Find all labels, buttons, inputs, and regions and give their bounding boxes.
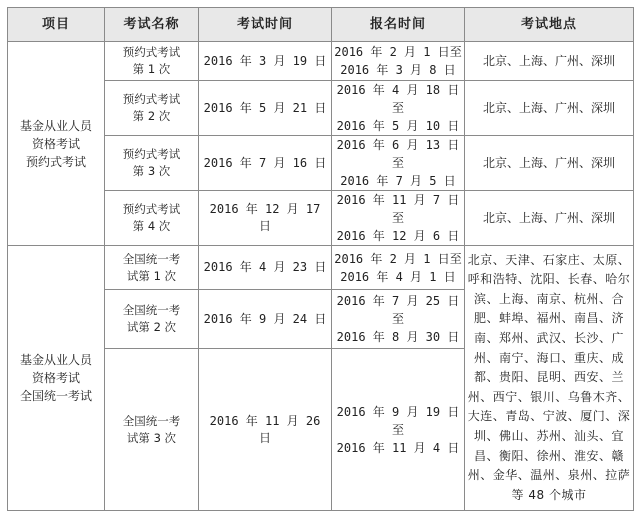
exam-name-cell [105, 349, 199, 511]
table-row [8, 42, 634, 81]
table-row [8, 246, 634, 290]
exam-name-line: 预约式考试 [122, 147, 181, 161]
exam-time-cell: 2016 年 7 月 16 日 [199, 136, 332, 191]
registration-time-cell [332, 290, 465, 349]
exam-name-cell [105, 191, 199, 246]
registration-time-cell [332, 136, 465, 191]
exam-name-line: 试第 3 次 [126, 430, 177, 445]
reg-time-line: 2016 年 12 月 6 日 [336, 229, 460, 243]
exam-location-cell: 北京、上海、广州、深圳 [465, 136, 634, 191]
exam-name-line: 试第 2 次 [126, 320, 177, 334]
registration-time-cell [332, 81, 465, 136]
reg-time-line: 2016 年 8 月 30 日 [336, 330, 460, 344]
registration-time-cell [332, 191, 465, 246]
project-line: 预约式考试 [25, 154, 86, 169]
reg-time-line: 2016 年 7 月 5 日 [340, 174, 456, 188]
exam-time-cell: 2016 年 12 月 17 日 [199, 191, 332, 246]
exam-time-cell: 2016 年 4 月 23 日 [199, 246, 332, 290]
project-line: 全国统一考试 [19, 389, 92, 403]
exam-name-line: 试第 1 次 [126, 268, 177, 283]
exam-name-line: 预约式考试 [122, 202, 181, 216]
project-line: 资格考试 [31, 136, 80, 151]
project-cell-national [8, 246, 105, 511]
header-row [8, 8, 634, 42]
registration-time-cell [332, 349, 465, 511]
exam-time-cell: 2016 年 11 月 26 日 [199, 349, 332, 511]
project-line: 资格考试 [31, 371, 80, 385]
reg-time-line: 2016 年 4 月 1 日 [340, 269, 456, 284]
project-line: 基金从业人员 [19, 118, 92, 133]
exam-name-line: 第 3 次 [132, 164, 171, 178]
exam-name-cell [105, 42, 199, 81]
header-exam-location: 考试地点 [465, 8, 634, 42]
exam-name-line: 全国统一考 [122, 251, 181, 266]
exam-location-cities-cell: 北京、天津、石家庄、太原、呼和浩特、沈阳、长春、哈尔滨、上海、南京、杭州、合肥、蚌埠、福州、南昌、济南、郑州、武汉、长沙、广州、南宁、海口、重庆、成都、贵阳、昆明、西安、兰州、西宁、银川、乌鲁木齐、大连、青岛、宁波、厦门、深圳、佛山、苏州、汕头、宜昌、衡阳、徐州、淮安、赣州、金华、温州、泉州、拉萨等 48 个城市 [465, 246, 634, 511]
exam-name-line: 第 1 次 [132, 62, 171, 76]
exam-location-cell: 北京、上海、广州、深圳 [465, 42, 634, 81]
exam-name-cell [105, 290, 199, 349]
exam-location-cell: 北京、上海、广州、深圳 [465, 191, 634, 246]
exam-time-cell: 2016 年 3 月 19 日 [199, 42, 332, 81]
reg-time-line: 2016 年 9 月 19 日至 [336, 404, 460, 437]
reg-time-line: 2016 年 3 月 8 日 [340, 63, 456, 77]
exam-name-cell [105, 81, 199, 136]
exam-name-cell [105, 246, 199, 290]
header-project: 项目 [8, 8, 105, 42]
reg-time-line: 2016 年 11 月 4 日 [336, 440, 460, 455]
exam-name-line: 全国统一考 [122, 303, 181, 317]
reg-time-line: 2016 年 5 月 10 日 [336, 119, 460, 133]
exam-name-line: 全国统一考 [122, 413, 181, 428]
project-cell-appointment [8, 42, 105, 246]
exam-name-cell [105, 136, 199, 191]
header-exam-time: 考试时间 [199, 8, 332, 42]
exam-name-line: 第 2 次 [132, 109, 171, 123]
reg-time-line: 2016 年 2 月 1 日至 [334, 45, 462, 59]
exam-time-cell: 2016 年 9 月 24 日 [199, 290, 332, 349]
reg-time-line: 2016 年 4 月 18 日至 [336, 83, 460, 115]
registration-time-cell [332, 246, 465, 290]
reg-time-line: 2016 年 6 月 13 日至 [336, 138, 460, 170]
header-registration-time: 报名时间 [332, 8, 465, 42]
exam-time-cell: 2016 年 5 月 21 日 [199, 81, 332, 136]
exam-location-cell: 北京、上海、广州、深圳 [465, 81, 634, 136]
project-line: 基金从业人员 [19, 353, 92, 367]
reg-time-line: 2016 年 2 月 1 日至 [334, 251, 462, 266]
exam-schedule-table [7, 7, 634, 511]
header-exam-name: 考试名称 [105, 8, 199, 42]
exam-name-line: 第 4 次 [132, 219, 171, 233]
exam-name-line: 预约式考试 [122, 45, 181, 59]
reg-time-line: 2016 年 7 月 25 日至 [336, 294, 460, 326]
exam-name-line: 预约式考试 [122, 92, 181, 106]
reg-time-line: 2016 年 11 月 7 日至 [336, 193, 460, 225]
registration-time-cell [332, 42, 465, 81]
